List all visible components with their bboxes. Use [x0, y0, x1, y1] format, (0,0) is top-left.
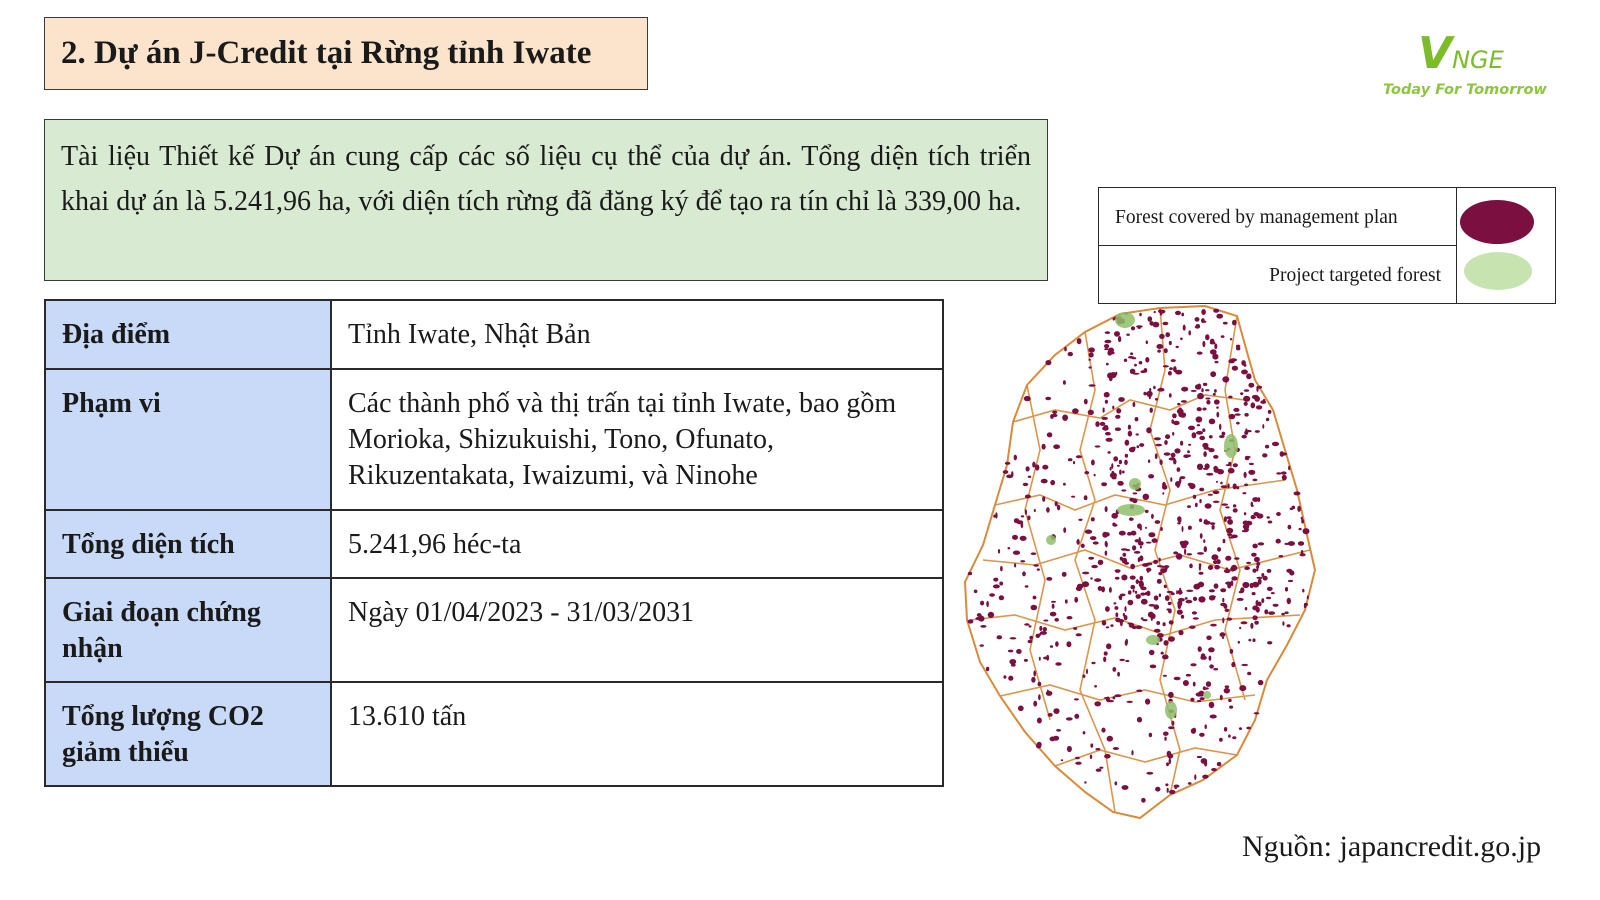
legend-label-managed-forest: Forest covered by management plan [1115, 207, 1398, 228]
row-label: Giai đoạn chứng nhận [45, 578, 331, 682]
table-row [45, 682, 943, 786]
row-label: Tổng diện tích [45, 510, 331, 578]
row-label: Địa điểm [45, 300, 331, 369]
iwate-forest-map [955, 300, 1335, 830]
intro-box [44, 119, 1048, 281]
legend-swatch-targeted-forest [1464, 252, 1532, 290]
row-value: Tỉnh Iwate, Nhật Bản [331, 300, 943, 369]
managed-forest-patches [968, 309, 1310, 803]
legend-divider [1099, 245, 1456, 246]
table-row [45, 369, 943, 510]
row-value: Các thành phố và thị trấn tại tỉnh Iwate, bao gồm Morioka, Shizukuishi, Tono, Ofunato, Rikuzentakata, Iwaizumi, và Ninohe [331, 369, 943, 510]
intro-text: Tài liệu Thiết kế Dự án cung cấp các số liệu cụ thể của dự án. Tổng diện tích triển khai dự án là 5.241,96 ha, với diện tích rừng đã đăng ký để tạo ra tín chỉ là 339,00 ha. [61, 141, 1031, 217]
vnge-logo [1380, 20, 1550, 110]
project-info-table [44, 299, 944, 787]
source-note: Nguồn: japancredit.go.jp [1242, 830, 1542, 863]
row-label: Tổng lượng CO2 giảm thiểu [45, 682, 331, 786]
table-row [45, 510, 943, 578]
row-value: 5.241,96 héc-ta [331, 510, 943, 578]
table-row [45, 300, 943, 369]
row-label: Phạm vi [45, 369, 331, 510]
row-value: 13.610 tấn [331, 682, 943, 786]
map-legend [1098, 187, 1556, 304]
legend-divider [1456, 188, 1457, 303]
table-row [45, 578, 943, 682]
legend-label-targeted-forest: Project targeted forest [1269, 265, 1441, 286]
legend-swatch-managed-forest [1460, 200, 1534, 244]
row-value: Ngày 01/04/2023 - 31/03/2031 [331, 578, 943, 682]
vnge-logo-mark: VNGE [1418, 28, 1504, 79]
logo-tagline: Today For Tomorrow [1383, 82, 1547, 98]
slide-title: 2. Dự án J-Credit tại Rừng tỉnh Iwate [61, 35, 592, 71]
slide-title-box [44, 17, 648, 90]
